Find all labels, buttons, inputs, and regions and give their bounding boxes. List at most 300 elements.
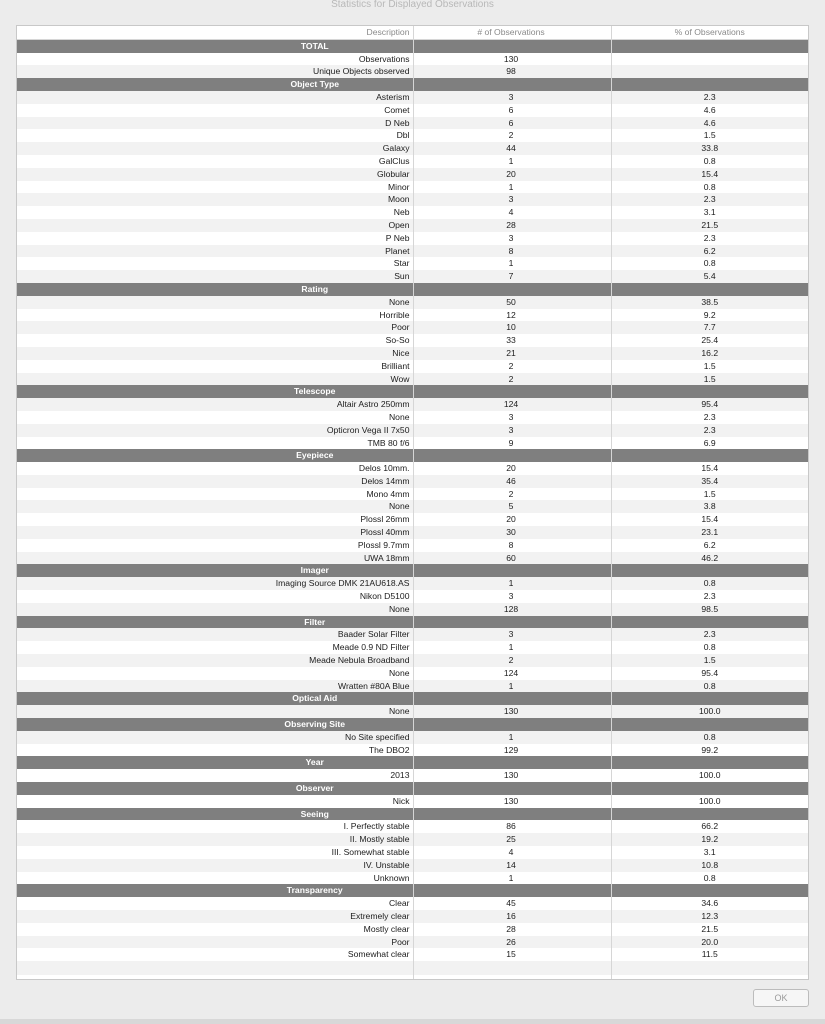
row-percent: 4.6 [611,104,808,117]
row-percent: 9.2 [611,309,808,322]
table-row[interactable] [17,948,808,961]
table-row[interactable] [17,321,808,334]
statistics-table-container[interactable] [16,25,809,980]
row-description: Altair Astro 250mm [17,398,413,411]
row-count: 20 [413,462,611,475]
row-description: None [17,296,413,309]
section-percent-cell [611,385,808,398]
table-row[interactable] [17,552,808,565]
row-description: Wratten #80A Blue [17,680,413,693]
table-row[interactable] [17,910,808,923]
row-percent: 15.4 [611,168,808,181]
table-row[interactable] [17,142,808,155]
row-percent: 1.5 [611,654,808,667]
table-row[interactable] [17,744,808,757]
section-percent-cell [611,782,808,795]
section-count-cell [413,564,611,577]
empty-row [17,961,808,975]
row-description: IV. Unstable [17,859,413,872]
section-percent-cell [611,564,808,577]
row-percent: 2.3 [611,628,808,641]
row-percent: 0.8 [611,155,808,168]
row-description: Plossl 26mm [360,514,410,525]
row-description: Mostly clear [363,923,410,934]
section-header-row[interactable] [17,385,808,398]
section-count-cell [413,616,611,629]
row-description: Open [17,219,413,232]
row-description: Opticron Vega II 7x50 [17,424,413,437]
section-percent-cell [611,756,808,769]
row-count: 1 [413,577,611,590]
row-description: Unique Objects observed [17,65,413,78]
section-count-cell [413,78,611,91]
row-description: Comet [384,104,410,115]
table-row[interactable] [17,936,808,949]
section-count-cell [413,283,611,296]
table-row[interactable] [17,795,808,808]
row-description: Clear [388,898,410,909]
row-description: I. Perfectly stable [343,821,410,832]
section-percent-cell [611,39,808,52]
table-row[interactable] [17,539,808,552]
empty-cell [611,975,808,980]
row-percent: 98.5 [611,603,808,616]
row-percent: 0.8 [611,181,808,194]
row-description: Nikon D5100 [359,591,410,602]
section-header-row[interactable] [17,564,808,577]
row-count: 30 [413,526,611,539]
section-header-row[interactable] [17,616,808,629]
row-percent: 2.3 [611,424,808,437]
table-row[interactable] [17,181,808,194]
row-percent: 2.3 [611,91,808,104]
section-title: Transparency [17,884,413,897]
section-title: Observing Site [17,718,413,731]
row-percent: 6.2 [611,539,808,552]
row-description: Minor [388,181,410,192]
table-row[interactable] [17,245,808,258]
row-count: 130 [413,53,611,66]
empty-cell [17,961,413,975]
table-row[interactable] [17,641,808,654]
table-row[interactable] [17,411,808,424]
row-count: 20 [413,168,611,181]
empty-cell [17,975,413,980]
row-percent: 100.0 [611,705,808,718]
row-percent: 21.5 [611,923,808,936]
row-percent: 2.3 [611,411,808,424]
row-percent: 35.4 [611,475,808,488]
table-row[interactable] [17,590,808,603]
row-count: 130 [413,705,611,718]
row-count: 3 [413,232,611,245]
row-count: 3 [413,91,611,104]
row-percent: 1.5 [611,129,808,142]
row-count: 6 [413,117,611,130]
table-row[interactable] [17,373,808,386]
row-count: 4 [413,206,611,219]
section-percent-cell [611,808,808,821]
row-percent: 34.6 [611,897,808,910]
row-description: Dbl [396,130,410,141]
row-description: None [17,500,413,513]
table-row[interactable] [17,680,808,693]
row-count: 3 [413,628,611,641]
row-description: None [17,603,413,616]
table-row[interactable] [17,859,808,872]
row-description: None [388,667,410,678]
row-description: Brilliant [381,360,410,371]
table-row[interactable] [17,398,808,411]
row-description: No Site specified [17,731,413,744]
row-percent: 100.0 [611,769,808,782]
row-count: 10 [413,321,611,334]
empty-cell [413,975,611,980]
row-percent: 23.1 [611,526,808,539]
section-count-cell [413,782,611,795]
row-percent: 2.3 [611,590,808,603]
section-header-row[interactable] [17,884,808,897]
row-percent: 7.7 [611,321,808,334]
section-percent-cell [611,449,808,462]
row-count: 124 [413,667,611,680]
section-header-row[interactable] [17,39,808,52]
row-count: 1 [413,181,611,194]
row-percent: 15.4 [611,513,808,526]
row-percent: 16.2 [611,347,808,360]
row-percent: 0.8 [611,577,808,590]
table-row[interactable] [17,462,808,475]
row-count: 1 [413,731,611,744]
row-count: 20 [413,513,611,526]
section-count-cell [413,718,611,731]
table-row[interactable] [17,846,808,859]
table-row[interactable] [17,334,808,347]
row-description: 2013 [390,770,410,781]
row-percent: 11.5 [611,948,808,961]
section-percent-cell [611,884,808,897]
row-count: 2 [413,360,611,373]
table-row[interactable] [17,296,808,309]
row-percent: 95.4 [611,667,808,680]
table-row[interactable] [17,65,808,78]
section-count-cell [413,884,611,897]
row-count: 9 [413,437,611,450]
empty-cell [413,961,611,975]
row-count: 1 [413,257,611,270]
section-header-row[interactable] [17,718,808,731]
row-count: 3 [413,424,611,437]
row-count: 46 [413,475,611,488]
section-title: Optical Aid [17,692,413,705]
table-row[interactable] [17,654,808,667]
table-row[interactable] [17,270,808,283]
section-percent-cell [611,692,808,705]
row-description: Extremely clear [17,910,413,923]
section-count-cell [413,39,611,52]
table-row[interactable] [17,193,808,206]
row-description: Nick [392,795,410,806]
row-description: Poor [17,936,413,949]
row-percent: 12.3 [611,910,808,923]
section-header-row[interactable] [17,283,808,296]
row-percent: 3.1 [611,206,808,219]
row-description: Star [393,258,410,269]
section-title: Rating [17,283,413,296]
row-count: 33 [413,334,611,347]
section-header-row[interactable] [17,808,808,821]
row-percent: 0.8 [611,731,808,744]
row-description: Plossl 40mm [17,526,413,539]
row-description: II. Mostly stable [17,833,413,846]
row-percent: 0.8 [611,641,808,654]
row-description: Sun [17,270,413,283]
row-percent: 0.8 [611,257,808,270]
row-count: 2 [413,129,611,142]
row-count: 44 [413,142,611,155]
row-percent: 21.5 [611,219,808,232]
row-count: 129 [413,744,611,757]
row-count: 8 [413,539,611,552]
table-row[interactable] [17,628,808,641]
row-count: 3 [413,193,611,206]
row-percent: 2.3 [611,232,808,245]
row-percent [611,53,808,66]
empty-row [17,975,808,980]
window-title: Statistics for Displayed Observations [331,0,494,10]
section-title: Filter [17,616,413,629]
row-count: 2 [413,373,611,386]
table-row[interactable] [17,731,808,744]
table-row[interactable] [17,104,808,117]
row-percent: 33.8 [611,142,808,155]
row-count: 1 [413,641,611,654]
table-header-row [17,26,808,39]
row-description: So-So [385,335,410,346]
row-percent: 99.2 [611,744,808,757]
table-row[interactable] [17,820,808,833]
table-row[interactable] [17,513,808,526]
row-count: 130 [413,769,611,782]
table-row[interactable] [17,206,808,219]
table-row[interactable] [17,117,808,130]
row-description: Mono 4mm [366,488,410,499]
row-description: Horrible [379,309,410,320]
column-header-percent[interactable]: % of Observations [611,26,808,39]
table-row[interactable] [17,667,808,680]
table-row[interactable] [17,347,808,360]
section-title: Observer [17,782,413,795]
row-percent: 3.8 [611,500,808,513]
row-description: Delos 14mm [17,475,413,488]
row-description: Galaxy [17,142,413,155]
section-count-cell [413,449,611,462]
row-count: 1 [413,872,611,885]
row-percent: 38.5 [611,296,808,309]
table-row[interactable] [17,219,808,232]
row-count: 12 [413,309,611,322]
row-percent: 2.3 [611,193,808,206]
table-row[interactable] [17,360,808,373]
row-percent: 0.8 [611,680,808,693]
row-description: Delos 10mm. [358,463,410,474]
row-percent: 15.4 [611,462,808,475]
table-row[interactable] [17,500,808,513]
row-description: Poor [17,321,413,334]
section-header-row[interactable] [17,692,808,705]
row-description: GalClus [378,155,410,166]
row-description: Somewhat clear [347,949,410,960]
section-percent-cell [611,283,808,296]
section-title: Seeing [17,808,413,821]
table-row[interactable] [17,168,808,181]
table-row[interactable] [17,129,808,142]
row-description: Asterism [17,91,413,104]
row-percent: 100.0 [611,795,808,808]
row-description: None [388,411,410,422]
row-count: 86 [413,820,611,833]
table-row[interactable] [17,603,808,616]
row-description: P Neb [385,232,410,243]
row-description: Moon [17,193,413,206]
row-count: 98 [413,65,611,78]
section-count-cell [413,692,611,705]
table-row[interactable] [17,526,808,539]
row-count: 28 [413,219,611,232]
row-count: 50 [413,296,611,309]
row-percent: 1.5 [611,373,808,386]
section-percent-cell [611,78,808,91]
row-description: Nice [17,347,413,360]
row-description: The DBO2 [368,744,410,755]
table-row[interactable] [17,257,808,270]
row-count: 5 [413,500,611,513]
ok-button[interactable]: OK [753,989,809,1007]
row-percent: 66.2 [611,820,808,833]
section-title: Year [17,756,413,769]
row-percent: 1.5 [611,488,808,501]
row-count: 26 [413,936,611,949]
column-header-description[interactable]: Description [17,26,413,39]
row-count: 1 [413,680,611,693]
section-count-cell [413,385,611,398]
row-description: III. Somewhat stable [331,847,410,857]
table-row[interactable] [17,53,808,66]
row-percent: 4.6 [611,117,808,130]
row-count: 25 [413,833,611,846]
background-window-strip [0,1019,825,1024]
row-count: 4 [413,846,611,859]
row-percent: 10.8 [611,859,808,872]
row-description: UWA 18mm [17,552,413,565]
row-count: 45 [413,897,611,910]
row-percent: 46.2 [611,552,808,565]
row-description: Imaging Source DMK 21AU618.AS [17,577,413,590]
column-header-count[interactable]: # of Observations [413,26,611,39]
row-description: Plossl 9.7mm [357,539,410,550]
row-description: Wow [17,373,413,386]
row-count: 21 [413,347,611,360]
row-description: Neb [393,207,410,218]
row-count: 1 [413,155,611,168]
table-row[interactable] [17,424,808,437]
table-row[interactable] [17,833,808,846]
statistics-table [17,26,808,980]
row-percent: 95.4 [611,398,808,411]
table-row[interactable] [17,437,808,450]
row-count: 3 [413,411,611,424]
section-percent-cell [611,718,808,731]
row-description: Planet [17,245,413,258]
section-title: Telescope [17,385,413,398]
row-description: Globular [17,168,413,181]
row-percent: 3.1 [611,846,808,859]
section-percent-cell [611,616,808,629]
section-title: Imager [17,564,413,577]
row-count: 15 [413,948,611,961]
section-count-cell [413,808,611,821]
table-row[interactable] [17,309,808,322]
row-percent: 19.2 [611,833,808,846]
row-count: 124 [413,398,611,411]
table-row[interactable] [17,872,808,885]
table-row[interactable] [17,897,808,910]
row-count: 3 [413,590,611,603]
section-header-row[interactable] [17,782,808,795]
row-description: Baader Solar Filter [17,628,413,641]
row-percent: 25.4 [611,334,808,347]
row-description: None [17,705,413,718]
section-header-row[interactable] [17,78,808,91]
table-row[interactable] [17,577,808,590]
table-row[interactable] [17,769,808,782]
row-description: Unknown [373,872,410,883]
table-row[interactable] [17,232,808,245]
row-count: 130 [413,795,611,808]
row-percent [611,65,808,78]
row-count: 8 [413,245,611,258]
empty-cell [611,961,808,975]
row-count: 14 [413,859,611,872]
row-count: 7 [413,270,611,283]
table-row[interactable] [17,475,808,488]
row-count: 6 [413,104,611,117]
table-row[interactable] [17,705,808,718]
row-description: Observations [358,53,410,64]
row-percent: 6.9 [611,437,808,450]
row-count: 16 [413,910,611,923]
row-percent: 0.8 [611,872,808,885]
section-title: Eyepiece [17,449,413,462]
row-percent: 1.5 [611,360,808,373]
row-description: Meade Nebula Broadband [17,654,413,667]
row-description: Meade 0.9 ND Filter [332,642,410,653]
row-count: 28 [413,923,611,936]
row-percent: 6.2 [611,245,808,258]
table-row[interactable] [17,155,808,168]
table-row[interactable] [17,488,808,501]
row-count: 2 [413,488,611,501]
section-count-cell [413,756,611,769]
row-percent: 5.4 [611,270,808,283]
table-row[interactable] [17,923,808,936]
section-header-row[interactable] [17,756,808,769]
section-header-row[interactable] [17,449,808,462]
row-count: 128 [413,603,611,616]
section-title: TOTAL [17,39,413,52]
table-row[interactable] [17,91,808,104]
row-count: 2 [413,654,611,667]
